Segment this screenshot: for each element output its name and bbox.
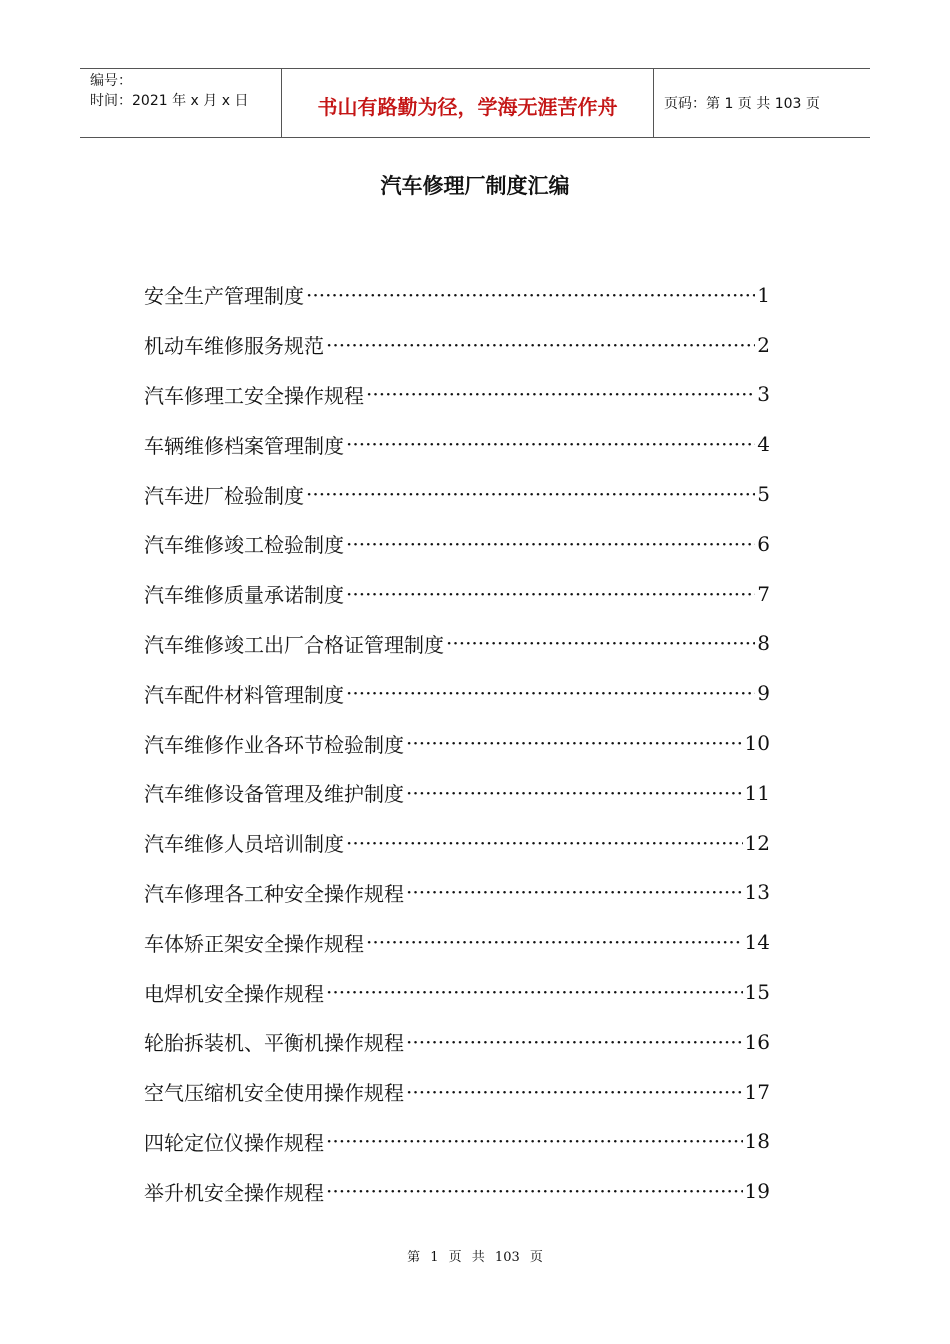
toc-entry-label: 汽车维修设备管理及维护制度 xyxy=(144,782,404,807)
toc-entry[interactable] xyxy=(144,469,770,519)
toc-entry-label: 车辆维修档案管理制度 xyxy=(144,433,344,458)
toc-entry-page: 5 xyxy=(757,482,770,507)
toc-leader-dots xyxy=(326,1179,743,1203)
toc-entry[interactable] xyxy=(144,718,770,768)
toc-entry-label: 空气压缩机安全使用操作规程 xyxy=(144,1081,404,1106)
toc-entry-label: 安全生产管理制度 xyxy=(144,284,304,309)
toc-entry[interactable] xyxy=(144,619,770,669)
toc-entry[interactable] xyxy=(144,569,770,619)
toc-entry[interactable] xyxy=(144,1166,770,1216)
toc-entry-page: 6 xyxy=(757,531,770,556)
toc-entry[interactable] xyxy=(144,967,770,1017)
header-meta xyxy=(80,69,282,137)
toc-entry-label: 举升机安全操作规程 xyxy=(144,1180,324,1205)
toc-entry[interactable] xyxy=(144,1017,770,1067)
toc-entry[interactable] xyxy=(144,1117,770,1167)
toc-entry[interactable] xyxy=(144,818,770,868)
toc-entry-label: 汽车维修竣工检验制度 xyxy=(144,533,344,558)
toc-leader-dots xyxy=(306,283,755,307)
toc-entry[interactable] xyxy=(144,519,770,569)
document-date: 时间：2021 年 x 月 x 日 xyxy=(90,93,249,109)
document-number-label: 编号： xyxy=(90,73,132,89)
toc-entry-page: 15 xyxy=(744,980,770,1005)
toc-entry[interactable] xyxy=(144,370,770,420)
toc-entry-label: 轮胎拆装机、平衡机操作规程 xyxy=(144,1031,404,1056)
toc-entry-page: 9 xyxy=(757,681,770,706)
toc-entry[interactable] xyxy=(144,768,770,818)
toc-entry-page: 2 xyxy=(757,332,770,357)
toc-leader-dots xyxy=(446,631,755,655)
toc-entry-label: 汽车进厂检验制度 xyxy=(144,483,304,508)
header-motto-cell xyxy=(282,69,654,137)
document-title: 汽车修理厂制度汇编 xyxy=(380,174,570,198)
toc-entry[interactable] xyxy=(144,270,770,320)
toc-leader-dots xyxy=(326,980,743,1004)
toc-leader-dots xyxy=(306,482,755,506)
page-header xyxy=(80,68,870,138)
toc-leader-dots xyxy=(366,382,755,406)
toc-entry-page: 4 xyxy=(757,432,770,457)
toc-entry-label: 四轮定位仪操作规程 xyxy=(144,1130,324,1155)
toc-entry-page: 11 xyxy=(744,780,770,805)
toc-entry[interactable] xyxy=(144,1067,770,1117)
toc-entry[interactable] xyxy=(144,419,770,469)
toc-entry-label: 汽车修理各工种安全操作规程 xyxy=(144,881,404,906)
toc-entry-label: 汽车维修竣工出厂合格证管理制度 xyxy=(144,632,444,657)
table-of-contents xyxy=(144,270,770,1216)
toc-leader-dots xyxy=(326,1129,743,1153)
toc-entry-label: 汽车维修质量承诺制度 xyxy=(144,583,344,608)
toc-entry[interactable] xyxy=(144,917,770,967)
toc-entry-label: 汽车维修作业各环节检验制度 xyxy=(144,732,404,757)
toc-entry-page: 10 xyxy=(744,731,770,756)
toc-leader-dots xyxy=(346,831,743,855)
toc-entry-page: 17 xyxy=(744,1079,770,1104)
toc-leader-dots xyxy=(346,681,755,705)
toc-entry-page: 3 xyxy=(757,382,770,407)
toc-entry-page: 14 xyxy=(744,930,770,955)
header-motto: 书山有路勤为径，学海无涯苦作舟 xyxy=(317,94,618,119)
toc-leader-dots xyxy=(406,880,743,904)
toc-entry-page: 19 xyxy=(744,1179,770,1204)
toc-leader-dots xyxy=(406,1030,743,1054)
toc-entry-page: 16 xyxy=(744,1029,770,1054)
toc-leader-dots xyxy=(346,532,755,556)
toc-entry-page: 1 xyxy=(757,282,770,307)
header-page-info: 页码：第 1 页 共 103 页 xyxy=(664,96,820,112)
toc-leader-dots xyxy=(326,333,755,357)
toc-leader-dots xyxy=(406,1080,743,1104)
toc-entry-page: 18 xyxy=(744,1129,770,1154)
toc-entry-page: 13 xyxy=(744,880,770,905)
toc-entry-label: 汽车修理工安全操作规程 xyxy=(144,383,364,408)
toc-leader-dots xyxy=(406,781,743,805)
toc-leader-dots xyxy=(346,582,755,606)
toc-entry-label: 电焊机安全操作规程 xyxy=(144,981,324,1006)
toc-entry-page: 7 xyxy=(757,581,770,606)
toc-entry-label: 汽车配件材料管理制度 xyxy=(144,682,344,707)
toc-entry[interactable] xyxy=(144,320,770,370)
header-page-info-cell xyxy=(654,69,870,137)
toc-leader-dots xyxy=(366,930,743,954)
toc-entry-label: 机动车维修服务规范 xyxy=(144,334,324,359)
toc-entry-page: 12 xyxy=(744,830,770,855)
toc-entry[interactable] xyxy=(144,868,770,918)
toc-entry-page: 8 xyxy=(757,631,770,656)
toc-leader-dots xyxy=(346,432,755,456)
toc-entry-label: 汽车维修人员培训制度 xyxy=(144,832,344,857)
toc-entry[interactable] xyxy=(144,668,770,718)
toc-entry-label: 车体矫正架安全操作规程 xyxy=(144,931,364,956)
toc-leader-dots xyxy=(406,731,743,755)
page-footer: 第 1 页 共 103 页 xyxy=(407,1250,543,1265)
